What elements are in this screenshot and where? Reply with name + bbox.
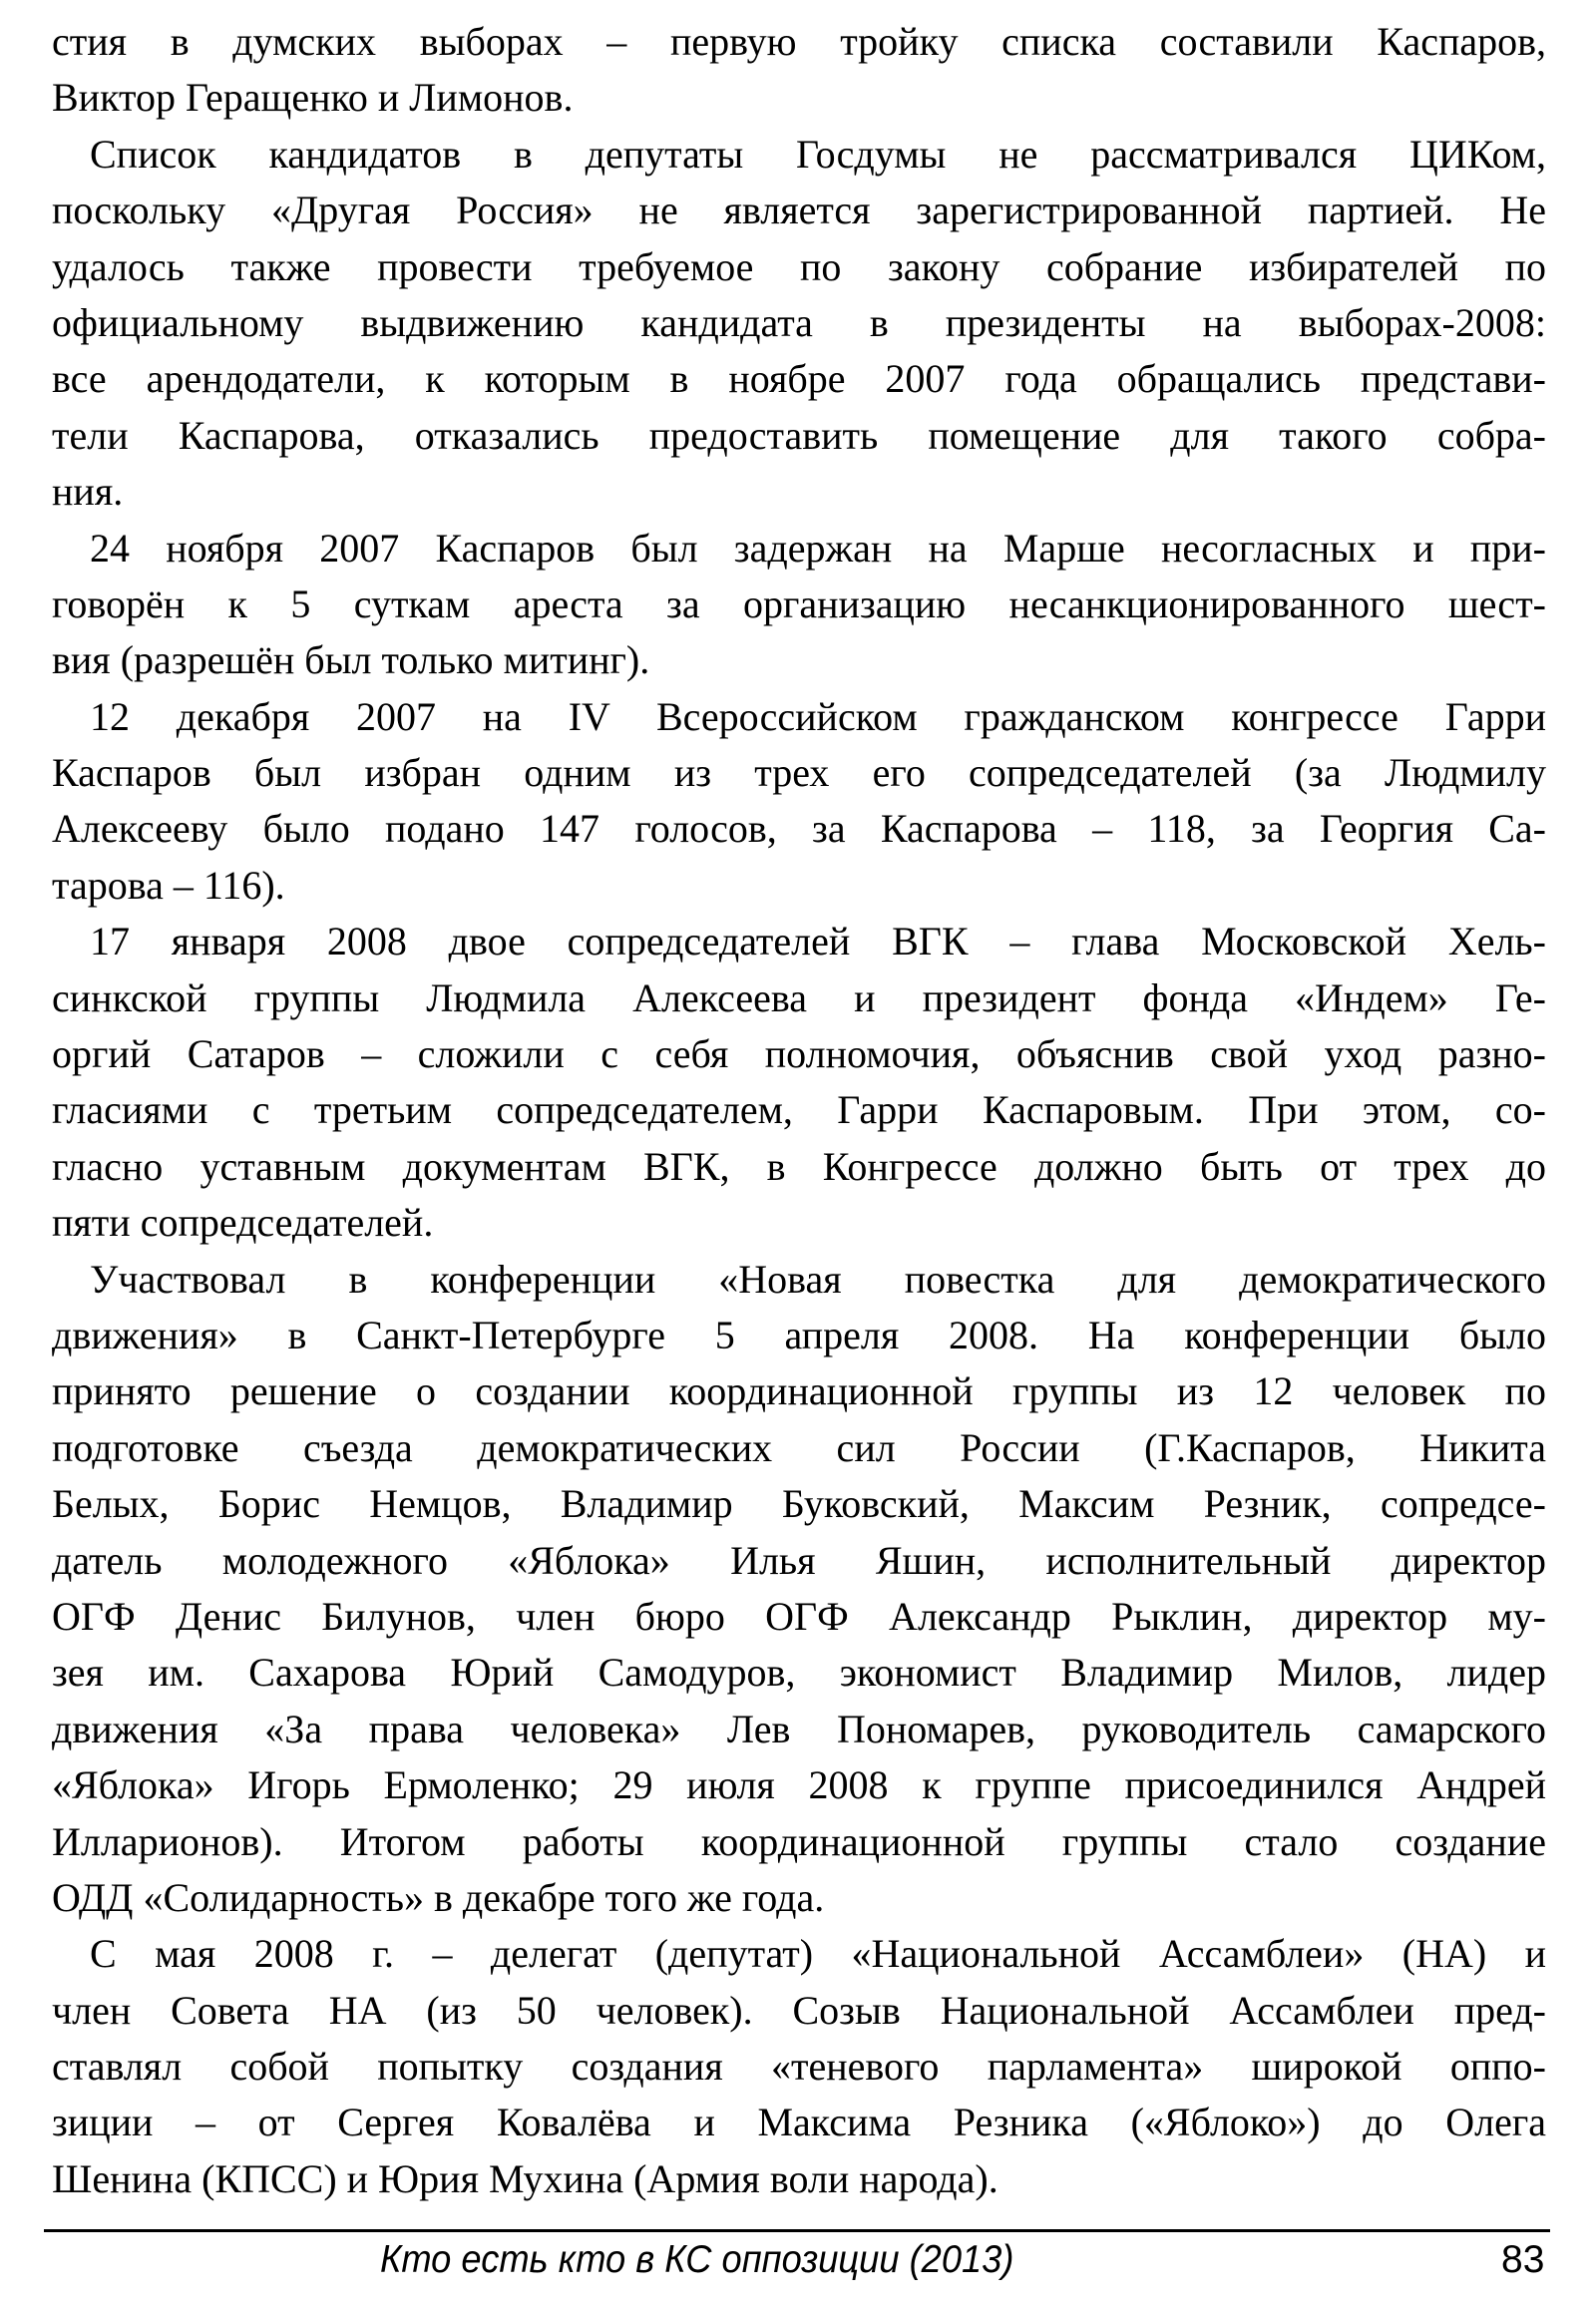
text-line: С мая 2008 г. – делегат (депутат) «Национальной Ассамблеи» (НА) и [90, 1931, 1546, 1977]
text-line: зея им. Сахарова Юрий Самодуров, экономист Владимир Милов, лидер [52, 1650, 1546, 1696]
text-line: Илларионов). Итогом работы координационной группы стало создание [52, 1818, 1546, 1864]
text-line: пяти сопредседателей. [52, 1200, 434, 1246]
text-line: «Яблока» Игорь Ермоленко; 29 июля 2008 к группе присоединился Андрей [52, 1762, 1546, 1808]
text-line: гласиями с третьим сопредседателем, Гарри Каспаровым. При этом, со- [52, 1087, 1546, 1133]
text-line: гласно уставным документам ВГК, в Конгрессе должно быть от трех до [52, 1143, 1546, 1189]
text-line: 12 декабря 2007 на IV Всероссийском гражданском конгрессе Гарри [90, 693, 1546, 739]
footer-rule [44, 2229, 1550, 2232]
text-line: синкской группы Людмила Алексеева и президент фонда «Индем» Ге- [52, 974, 1546, 1020]
text-line: ОДД «Солидарность» в декабре того же года. [52, 1874, 825, 1920]
text-line: стия в думских выборах – первую тройку списка составили Каспаров, [52, 19, 1546, 64]
text-line: тарова – 116). [52, 862, 285, 908]
paragraph [52, 914, 1546, 1251]
text-line: ставлял собой попытку создания «теневого парламента» широкой оппо- [52, 2044, 1546, 2090]
paragraph [52, 14, 1546, 127]
text-line: Список кандидатов в депутаты Госдумы не рассматривался ЦИКом, [90, 131, 1546, 177]
text-line: оргий Сатаров – сложили с себя полномочия, объяснив свой уход разно- [52, 1031, 1546, 1077]
text-line: датель молодежного «Яблока» Илья Яшин, исполнительный директор [52, 1537, 1546, 1583]
text-line: вия (разрешён был только митинг). [52, 637, 650, 683]
text-line: движения» в Санкт-Петербурге 5 апреля 2008. На конференции было [52, 1312, 1546, 1357]
text-line: Каспаров был избран одним из трех его сопредседателей (за Людмилу [52, 750, 1546, 796]
paragraph [52, 1252, 1546, 1927]
text-line: 24 ноября 2007 Каспаров был задержан на Марше несогласных и при- [90, 525, 1546, 571]
text-line: Алексееву было подано 147 голосов, за Каспарова – 118, за Георгия Са- [52, 806, 1546, 852]
page-number: 83 [1501, 2238, 1545, 2281]
text-line: говорён к 5 суткам ареста за организацию несанкционированного шест- [52, 580, 1546, 626]
text-line: тели Каспарова, отказались предоставить помещение для такого собра- [52, 412, 1546, 458]
text-line: Шенина (КПСС) и Юрия Мухина (Армия воли народа). [52, 2155, 998, 2201]
paragraph [52, 521, 1546, 689]
text-line: ния. [52, 469, 124, 515]
body-text [52, 14, 1546, 2207]
text-line: принято решение о создании координационной группы из 12 человек по [52, 1368, 1546, 1414]
text-line: зиции – от Сергея Ковалёва и Максима Резника («Яблоко») до Олега [52, 2100, 1546, 2145]
text-line: Виктор Геращенко и Лимонов. [52, 75, 574, 121]
paragraph [52, 127, 1546, 521]
text-line: все арендодатели, к которым в ноябре 2007 года обращались представи- [52, 356, 1546, 402]
text-line: ОГФ Денис Билунов, член бюро ОГФ Александр Рыклин, директор му- [52, 1593, 1546, 1639]
text-line: Участвовал в конференции «Новая повестка для демократического [90, 1256, 1546, 1302]
text-line: поскольку «Другая Россия» не является зарегистрированной партией. Не [52, 188, 1546, 233]
text-line: 17 января 2008 двое сопредседателей ВГК – глава Московской Хель- [90, 919, 1546, 964]
paragraph [52, 689, 1546, 915]
text-line: Белых, Борис Немцов, Владимир Буковский, Максим Резник, сопредсе- [52, 1481, 1546, 1527]
text-line: удалось также провести требуемое по закону собрание избирателей по [52, 243, 1546, 289]
paragraph [52, 1926, 1546, 2207]
text-line: подготовке съезда демократических сил России (Г.Каспаров, Никита [52, 1424, 1546, 1470]
text-line: движения «За права человека» Лев Пономарев, руководитель самарского [52, 1706, 1546, 1751]
footer-title: Кто есть кто в КС оппозиции (2013) [380, 2238, 1014, 2281]
text-line: официальному выдвижению кандидата в президенты на выборах-2008: [52, 299, 1546, 345]
text-line: член Совета НА (из 50 человек). Созыв Национальной Ассамблеи пред- [52, 1987, 1546, 2033]
